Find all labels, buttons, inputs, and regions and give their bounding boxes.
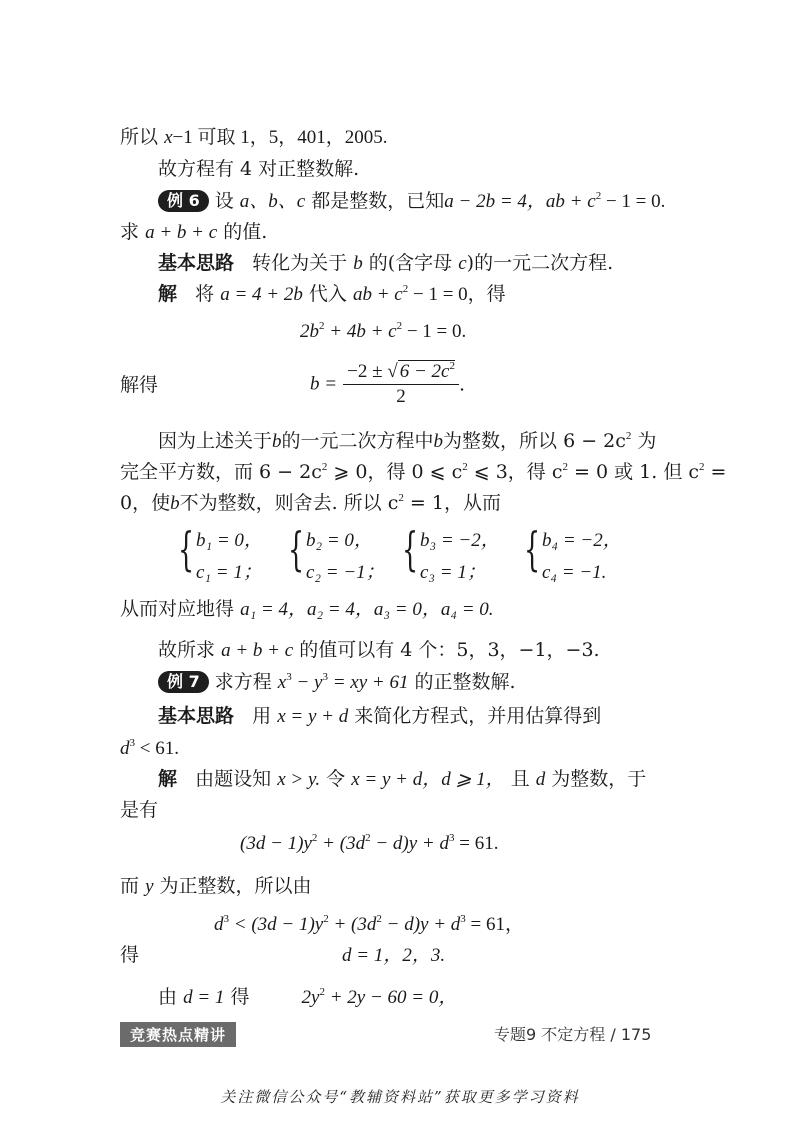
- equation-2: $(3d - 1)y^2 + (3d^2 - d)y + d^3 = 61$.: [240, 832, 499, 854]
- math: < 61.: [135, 738, 179, 759]
- math: + 2y − 60 = 0，: [324, 987, 458, 1008]
- text: 故所求: [158, 639, 216, 661]
- math: + (3d: [328, 914, 377, 935]
- math: y: [145, 876, 154, 897]
- text: 所以: [120, 126, 159, 148]
- math: x > y.: [277, 769, 321, 790]
- math: a + b + c: [221, 640, 294, 661]
- idea-7-line2: $d^3 < 61$.: [120, 737, 179, 759]
- paragraph-line: 因为上述关于b的一元二次方程中b为整数，所以 $6 - 2c^2$ 为: [158, 430, 657, 452]
- system-row: c₄ = −1.: [542, 562, 607, 583]
- text: 代入: [308, 283, 347, 305]
- text: 为整数，于: [551, 768, 647, 790]
- idea-6: [158, 250, 613, 277]
- math: 2b: [300, 321, 319, 342]
- text: 的(含字母: [368, 252, 453, 274]
- text: 求方程: [214, 671, 272, 693]
- text: 因为上述关于: [158, 430, 273, 452]
- math: − 1 = 0，得: [408, 284, 506, 305]
- text: 为: [631, 430, 657, 452]
- series-badge: 竞赛热点精讲: [120, 1022, 236, 1047]
- brace: {: [524, 522, 541, 576]
- watermark-text: 关注微信公众号“教辅资料站”获取更多学习资料: [220, 1088, 580, 1106]
- text-line: [120, 596, 494, 623]
- system-row: b₁ = 0，: [196, 530, 263, 551]
- text: 用: [252, 705, 272, 727]
- math: a、b、c: [239, 191, 306, 212]
- text: 的一元二次方程中: [281, 430, 434, 452]
- text: 由题设知: [195, 768, 272, 790]
- text-line: 故方程有 4 对正整数解.: [158, 158, 360, 180]
- paragraph-line: 0，使b不为整数，则舍去. 所以 $c^2 = 1$，从而: [120, 492, 501, 514]
- math: = xy + 61: [327, 672, 409, 693]
- text: = 0 或 1. 但 c: [568, 461, 700, 483]
- math: d: [120, 738, 130, 759]
- math: b: [353, 253, 363, 274]
- system-row: b₂ = 0，: [306, 530, 373, 551]
- math: b =: [310, 373, 338, 395]
- text: 不为整数，则舍去. 所以 c: [179, 492, 399, 514]
- text: 而: [120, 875, 140, 897]
- text: 令: [326, 768, 346, 790]
- math: a = 4 + 2b: [220, 284, 303, 305]
- text: = 1，从而: [403, 492, 501, 514]
- fraction: [343, 360, 459, 409]
- denominator: 2: [396, 386, 406, 407]
- brace: {: [288, 522, 305, 576]
- math: = 61，: [465, 914, 525, 935]
- text: 为正整数，所以由: [159, 875, 312, 897]
- math: c: [458, 253, 467, 274]
- sup: 2: [595, 190, 602, 202]
- text: 将: [195, 283, 215, 305]
- numerator: −2 ± √ $6 - 2c^2$: [343, 360, 459, 385]
- math: ab + c: [352, 284, 403, 305]
- text: 且: [510, 768, 530, 790]
- solution-label: 解: [158, 283, 178, 305]
- solution-7: [158, 766, 646, 793]
- example-6-statement: [158, 188, 665, 215]
- solve-label: 解得: [120, 374, 159, 396]
- math: + (3d: [317, 833, 366, 854]
- math: b: [433, 431, 444, 452]
- math: d = 1: [183, 987, 225, 1008]
- text: ⩾ 0，得 0 ⩽ c: [327, 461, 463, 483]
- text: 都是整数，已知: [311, 190, 445, 212]
- math: b: [272, 431, 282, 452]
- solution-label: 解: [158, 768, 178, 790]
- paragraph-line: 完全平方数，而 $6 - 2c^2$ ⩾ 0，得 0 ⩽ $c^2$ ⩽ 3，得 $c^2 = 0$ 或 1. 但 $c^2$ =: [120, 461, 727, 483]
- text: 0，使: [120, 492, 171, 514]
- text: −1 可取 1，5，401，2005.: [172, 127, 388, 148]
- system-row: b₃ = −2，: [420, 530, 500, 551]
- text-line: [158, 637, 600, 664]
- text: 的正整数解.: [414, 671, 516, 693]
- math: b: [170, 493, 180, 514]
- text: ⩽ 3，得 c: [467, 461, 563, 483]
- math: d: [535, 769, 546, 790]
- equation-1: $2b^2 + 4b + c^2 - 1 = 0$.: [300, 320, 467, 342]
- idea-label: 基本思路: [158, 252, 235, 274]
- math: x: [164, 127, 173, 148]
- brace: {: [178, 522, 195, 576]
- text-line: [120, 124, 387, 151]
- text: 求: [120, 221, 140, 243]
- text: 为整数，所以 6 − 2c: [443, 430, 626, 452]
- math: a − 2b = 4，ab + c: [444, 191, 596, 212]
- math: − d)y + d: [370, 833, 449, 854]
- math: x: [277, 672, 287, 693]
- text: =: [704, 461, 727, 483]
- system-row: c₂ = −1；: [306, 562, 385, 583]
- text: )的一元二次方程.: [466, 252, 614, 274]
- example-7-badge: 例 7: [158, 671, 209, 693]
- system-row: c₃ = 1；: [420, 562, 486, 583]
- math: − d)y + d: [381, 914, 461, 935]
- text: 的值.: [223, 221, 268, 243]
- d-values: [342, 942, 445, 969]
- text-line: 是有: [120, 799, 159, 821]
- math: x = y + d: [277, 706, 349, 727]
- example-7-statement: 例 7 求方程 $x^3 - y^3$ = xy + 61 的正整数解.: [158, 669, 516, 696]
- math: < (3d − 1)y: [229, 914, 324, 935]
- math: −2 ±: [347, 361, 388, 382]
- text: 来简化方程式，并用估算得到: [354, 705, 602, 727]
- idea-label: 基本思路: [158, 705, 235, 727]
- example-6-line2: [120, 219, 267, 246]
- math: d = 1，2，3.: [342, 945, 446, 966]
- text: 设: [214, 190, 234, 212]
- equation-3: $d^3 < (3d - 1)y^2 + (3d^2 - d)y + d^3 = 61$，: [214, 913, 525, 935]
- get-label: 得: [120, 944, 140, 966]
- math: 6 − 2c: [399, 361, 450, 382]
- text: 由: [158, 986, 178, 1008]
- math: + 4b + c: [324, 321, 397, 342]
- system-row: c₁ = 1；: [196, 562, 262, 583]
- math: − y: [291, 672, 323, 693]
- math: = 61.: [454, 833, 499, 854]
- math: a₁ = 4，a₂ = 4，a₃ = 0，a₄ = 0.: [240, 599, 494, 620]
- example-6-badge: 例 6: [158, 190, 209, 212]
- brace: {: [402, 522, 419, 576]
- solution-6: 解 将 a = 4 + 2b 代入 ab + $c^2 - 1 = 0$，得: [158, 283, 506, 305]
- math: (3d − 1)y: [240, 833, 312, 854]
- math: x = y + d，d ⩾ 1，: [351, 769, 505, 790]
- text: 完全平方数，而 6 − 2c: [120, 461, 322, 483]
- text: 从而对应地得: [120, 598, 235, 620]
- equation-fraction: [310, 360, 465, 409]
- math: d: [214, 914, 224, 935]
- math: a + b + c: [145, 222, 218, 243]
- math: − 1 = 0.: [402, 321, 467, 342]
- math: 2y: [301, 987, 320, 1008]
- math: − 1 = 0.: [601, 191, 666, 212]
- system-row: b₄ = −2，: [542, 530, 622, 551]
- idea-7: [158, 703, 601, 730]
- text-line: 由 d = 1 得 $2y^2 + 2y - 60 = 0$，: [158, 986, 458, 1008]
- text: 转化为关于: [252, 252, 348, 274]
- text: 的值可以有 4 个：5，3，−1，−3.: [299, 639, 600, 661]
- page-footer: 专题9 不定方程 / 175: [494, 1025, 652, 1044]
- text: 得: [230, 986, 250, 1008]
- text-line: [120, 873, 312, 900]
- math: .: [458, 373, 466, 396]
